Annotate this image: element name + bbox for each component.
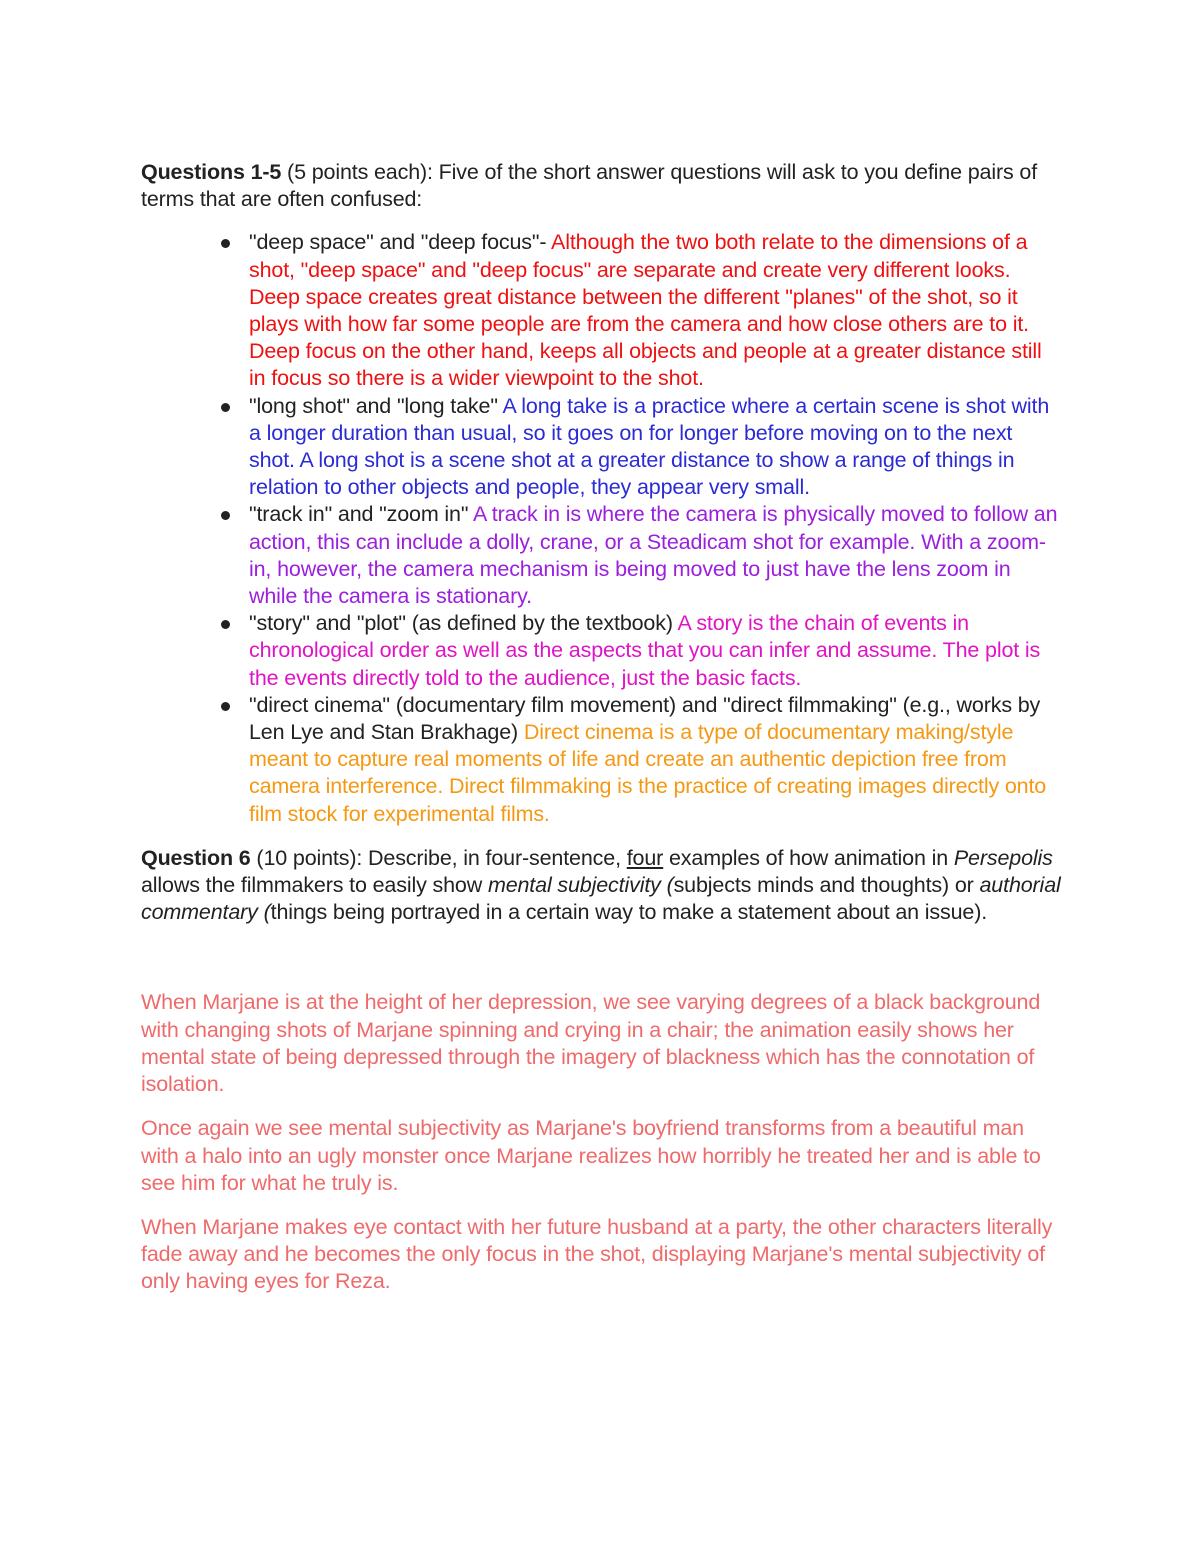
- term-authorial-commentary: authorial commentary (: [141, 873, 1061, 925]
- question-6-underlined-word: four: [626, 845, 664, 870]
- list-item: [249, 501, 1061, 610]
- term-answer: A track in is where the camera is physically moved to follow an action, this can include a dolly, crane, or a Steadicam shot for example. With a zoom-in, however, the camera mechanism is being moved to just have the lens zoom in while the camera is stationary.: [249, 502, 1058, 609]
- question-6-text: examples of how animation in: [663, 845, 954, 870]
- bullet-icon: [221, 239, 230, 248]
- term-pair: "track in" and "zoom in": [249, 502, 473, 527]
- question-6-text: allows the filmmakers to easily show: [141, 873, 488, 898]
- term-answer: Direct cinema is a type of documentary making/style meant to capture real moments of life and create an authentic depiction free from camera interference. Direct filmmaking is the practice of creating images directly onto film stock for experimental films.: [249, 720, 1047, 826]
- questions-1-5-intro-text: (5 points each): Five of the short answer questions will ask to you define pairs of terms that are often confused:: [141, 160, 1038, 212]
- bullet-icon: [221, 702, 230, 711]
- document-page: [141, 159, 1061, 1313]
- term-pair: "direct cinema" (documentary film movement) and "direct filmmaking" (e.g., works by Len Lye and Stan Brakhage): [249, 692, 1041, 745]
- term-pair: "deep space" and "deep focus"-: [249, 230, 552, 255]
- term-pair: "long shot" and "long take": [249, 393, 503, 418]
- questions-1-5-heading: Questions 1-5: [141, 160, 282, 184]
- list-item: [249, 393, 1061, 502]
- questions-1-5-intro: [141, 159, 1061, 213]
- question-6-answer-2: Once again we see mental subjectivity as Marjane's boyfriend transforms from a beautiful man with a halo into an ugly monster once Marjane realizes how horribly he treated her and is able to see him for what he truly is.: [141, 1116, 1041, 1195]
- bullet-icon: [221, 403, 230, 412]
- question-6-text: (10 points): Describe, in four-sentence,: [250, 845, 627, 870]
- question-6-prompt: [141, 845, 1061, 927]
- question-6-answer-1: When Marjane is at the height of her depression, we see varying degrees of a black background with changing shots of Marjane spinning and crying in a chair; the animation easily shows her mental state of being depressed through the imagery of blackness which has the connotation of isolation.: [141, 990, 1041, 1097]
- film-title: Persepolis: [953, 845, 1053, 870]
- list-item: [249, 692, 1061, 828]
- question-6-text: subjects minds and thoughts) or: [673, 873, 980, 898]
- term-mental-subjectivity: mental subjectivity (: [487, 873, 674, 898]
- term-pairs-list: [141, 229, 1061, 827]
- term-answer: Although the two both relate to the dimensions of a shot, "deep space" and "deep focus" are separate and create very different looks. Deep space creates great distance between the different "planes" of the shot, so it plays with how far some people are from the camera and how close others are to it. Deep focus on the other hand, keeps all objects and people at a greater distance still in focus so there is a wider viewpoint to the shot.: [249, 230, 1042, 391]
- list-item: [249, 229, 1061, 392]
- question-6-heading: Question 6: [141, 845, 251, 870]
- question-6-answer-3: When Marjane makes eye contact with her future husband at a party, the other characters literally fade away and he becomes the only focus in the shot, displaying Marjane's mental subjectivity of only having eyes for Reza.: [141, 1214, 1053, 1294]
- list-item: [249, 610, 1061, 692]
- question-6-text: things being portrayed in a certain way to make a statement about an issue).: [270, 900, 988, 925]
- term-pair: "story" and "plot" (as defined by the textbook): [249, 611, 678, 636]
- term-answer: A story is the chain of events in chronological order as well as the aspects that you can infer and assume. The plot is the events directly told to the audience, just the basic facts.: [249, 611, 1041, 690]
- bullet-icon: [221, 620, 230, 629]
- bullet-icon: [221, 511, 230, 520]
- term-answer: A long take is a practice where a certain scene is shot with a longer duration than usual, so it goes on for longer before moving on to the next shot. A long shot is a scene shot at a greater distance to show a range of things in relation to other objects and people, they appear very small.: [249, 393, 1050, 500]
